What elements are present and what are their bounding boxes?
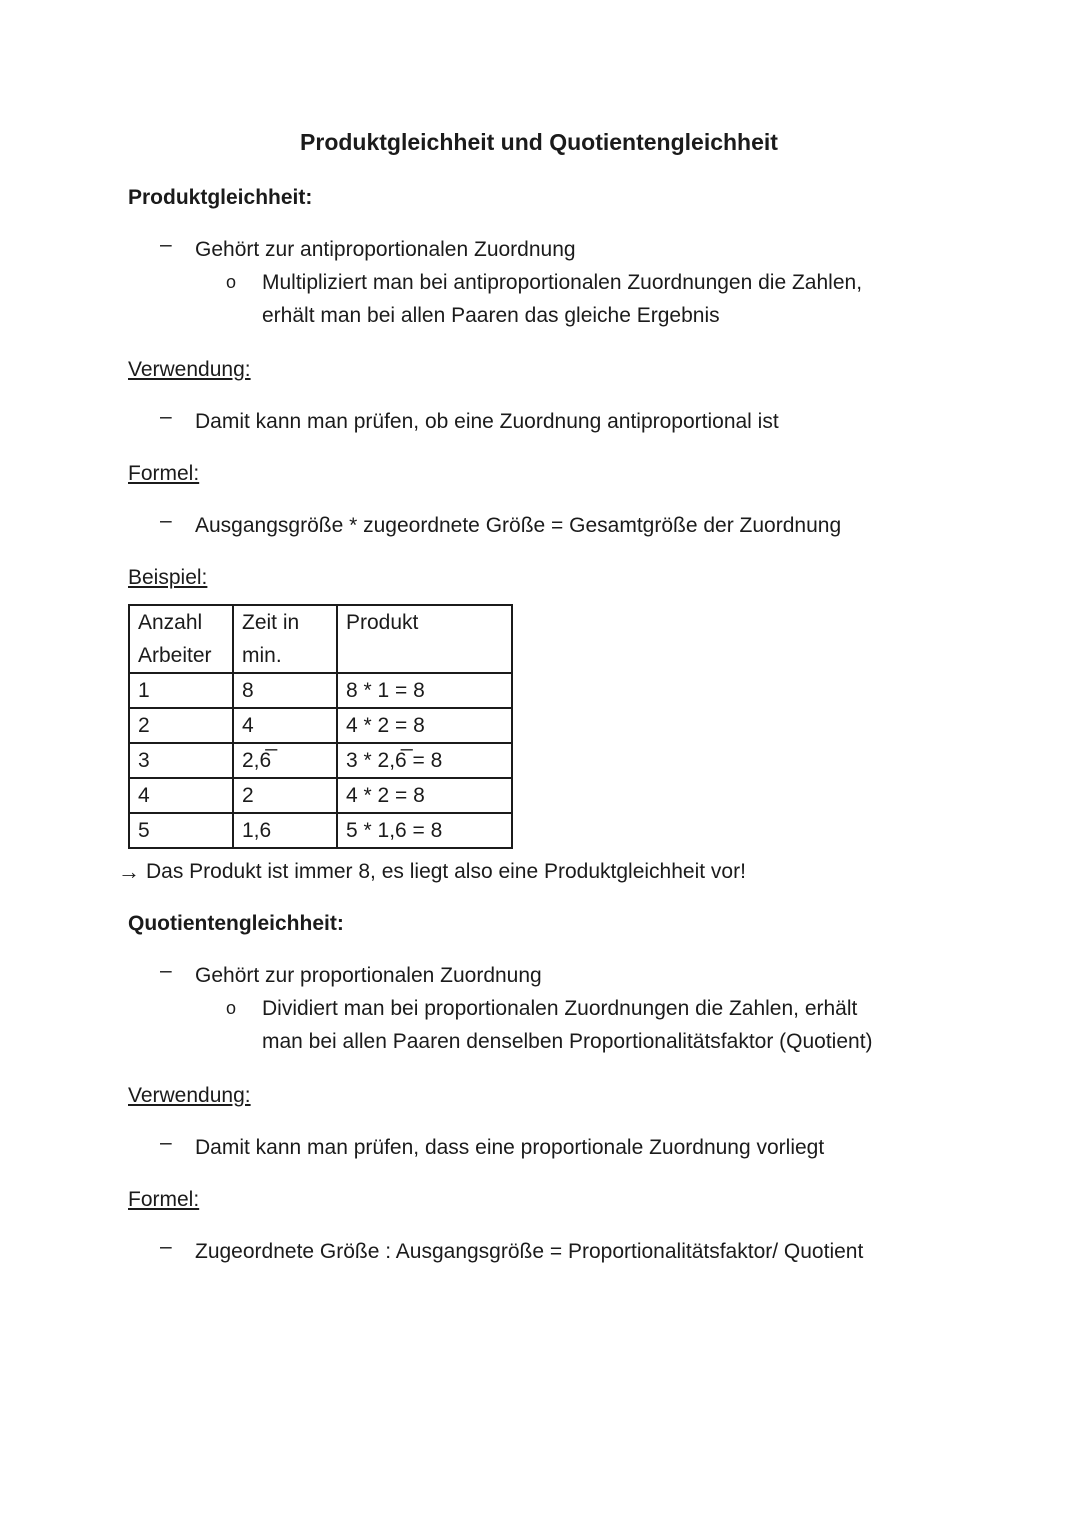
dash-bullet-icon: – [160,959,172,982]
heading-quotientengleichheit: Quotientengleichheit: [128,912,344,935]
bullet-text: Damit kann man prüfen, dass eine proportionale Zuordnung vorliegt [195,1136,825,1159]
bullet-text: Damit kann man prüfen, ob eine Zuordnung antiproportional ist [195,410,779,433]
table-row [129,813,512,848]
subbullet-line: erhält man bei allen Paaren das gleiche Ergebnis [262,304,720,327]
table-cell-zeit: 8 [233,673,337,708]
list-subitem [128,266,992,332]
arrow-icon: → [118,859,140,884]
list-item [128,509,992,542]
table-header-anzahl-arbeiter [129,605,233,673]
heading-formel-2-text: Formel: [128,1188,200,1211]
dash-bullet-icon: – [160,1131,172,1154]
subbullet-line: Dividiert man bei proportionalen Zuordnungen die Zahlen, erhält [262,997,858,1020]
table-cell-anzahl: 3 [129,743,233,778]
table-header-line: min. [242,644,282,667]
table-cell-zeit: 2,6̅ [233,743,337,778]
circle-bullet-icon: o [226,272,237,292]
table-cell-anzahl: 4 [129,778,233,813]
list-item [128,959,992,992]
heading-beispiel-text: Beispiel: [128,566,208,589]
heading-verwendung-2-text: Verwendung: [128,1084,251,1107]
conclusion-line [118,855,992,888]
list-item [128,1131,992,1164]
conclusion-text: Das Produkt ist immer 8, es liegt also eine Produktgleichheit vor! [146,860,746,883]
list-subitem [128,992,992,1058]
table-cell-produkt: 4 * 2 = 8 [337,778,512,813]
table-row [129,743,512,778]
table-cell-anzahl: 1 [129,673,233,708]
beispiel-table [128,604,513,849]
table-header-produkt: Produkt [337,605,512,673]
table-cell-zeit: 2 [233,778,337,813]
table-cell-produkt: 4 * 2 = 8 [337,708,512,743]
subbullet-text [262,266,862,332]
dash-bullet-icon: – [160,509,172,532]
table-cell-produkt: 8 * 1 = 8 [337,673,512,708]
heading-formel-1-text: Formel: [128,462,200,485]
list-item [128,1235,992,1268]
heading-verwendung-1-text: Verwendung: [128,358,251,381]
table-cell-zeit: 4 [233,708,337,743]
table-header-line: Anzahl [138,611,203,634]
subbullet-text [262,992,873,1058]
table-header-row [129,605,512,673]
heading-verwendung-2 [128,1079,992,1112]
bullet-text: Gehört zur antiproportionalen Zuordnung [195,238,576,261]
table-header-zeit-in-min [233,605,337,673]
table-header-line: Zeit in [242,611,300,634]
list-item [128,233,992,266]
dash-bullet-icon: – [160,1235,172,1258]
table-row [129,778,512,813]
table-header-line: Arbeiter [138,644,212,667]
heading-beispiel [128,561,992,594]
table-row [129,673,512,708]
table-cell-zeit: 1,6 [233,813,337,848]
bullet-text: Gehört zur proportionalen Zuordnung [195,964,542,987]
dash-bullet-icon: – [160,233,172,256]
subbullet-line: man bei allen Paaren denselben Proportionalitätsfaktor (Quotient) [262,1030,873,1053]
circle-bullet-icon: o [226,998,237,1018]
subbullet-line: Multipliziert man bei antiproportionalen Zuordnungen die Zahlen, [262,271,863,294]
bullet-text: Ausgangsgröße * zugeordnete Größe = Gesamtgröße der Zuordnung [195,514,842,537]
dash-bullet-icon: – [160,405,172,428]
table-cell-anzahl: 2 [129,708,233,743]
table-cell-anzahl: 5 [129,813,233,848]
heading-formel-1 [128,457,992,490]
list-item [128,405,992,438]
table-cell-produkt: 3 * 2,6̅ = 8 [337,743,512,778]
heading-verwendung-1 [128,353,992,386]
table-cell-produkt: 5 * 1,6 = 8 [337,813,512,848]
heading-formel-2 [128,1183,992,1216]
beispiel-table-wrap [128,604,992,849]
document-title: Produktgleichheit und Quotientengleichheit [300,129,778,155]
table-row [129,708,512,743]
bullet-text: Zugeordnete Größe : Ausgangsgröße = Proportionalitätsfaktor/ Quotient [195,1240,864,1263]
heading-produktgleichheit: Produktgleichheit: [128,186,313,209]
